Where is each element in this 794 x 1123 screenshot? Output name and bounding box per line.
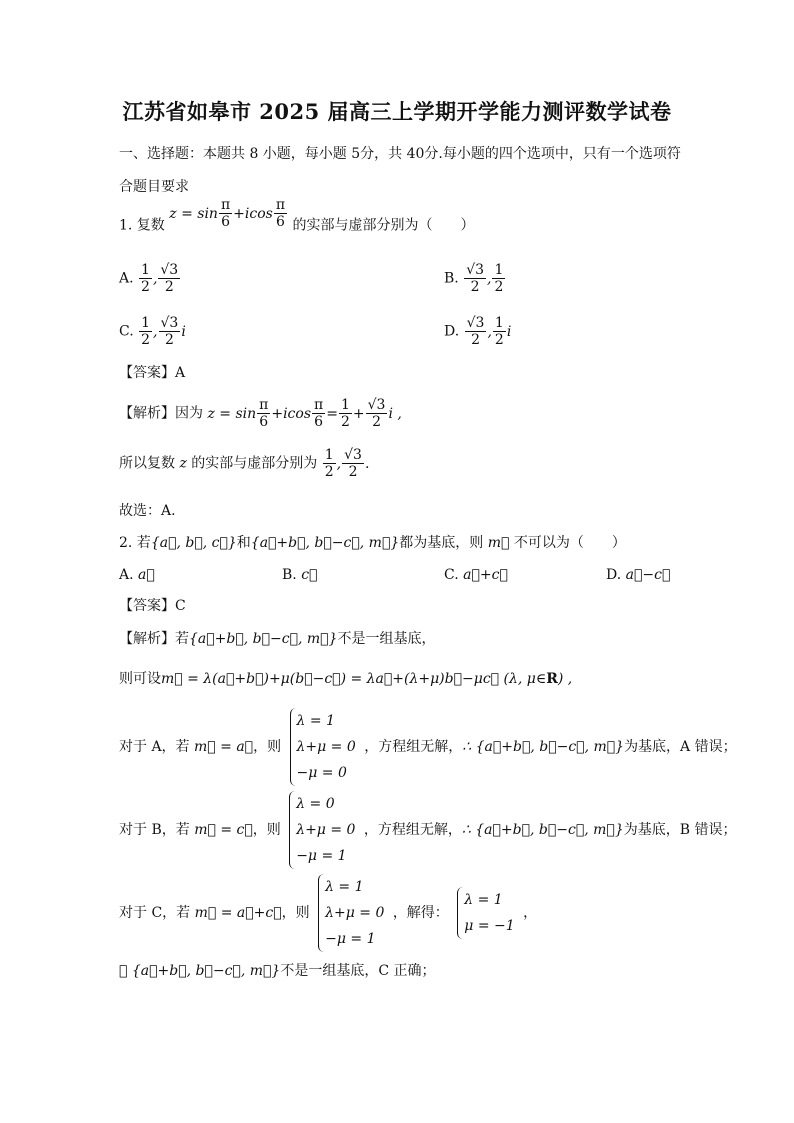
- q1-choose: 故选：A.: [119, 503, 176, 519]
- q2-case-b: 对于 B，若 m⃗ = c⃗，则 λ = 0 λ+μ = 0 −μ = 1 ，方程组无解，∴ {a⃗+b⃗, b⃗−c⃗, m⃗}为基底，B 错误；: [119, 791, 736, 869]
- q1-stem: [119, 197, 475, 242]
- q2-option-a: A. a⃗: [119, 567, 155, 583]
- section-heading-line2: 合题目要求: [119, 179, 189, 195]
- q2-option-d: D. a⃗−c⃗: [606, 567, 671, 583]
- q1-option-a: A. $\frac{1}{2}$ , $\frac{√3}{2}$: [119, 262, 179, 295]
- q2-case-a: 对于 A，若 m⃗ = a⃗，则 λ = 1 λ+μ = 0 −μ = 0 ，方程组无解，∴ {a⃗+b⃗, b⃗−c⃗, m⃗}为基底，A 错误；: [119, 708, 737, 786]
- q1-option-c: C. $\frac{1}{2}$ , $\frac{√3}{2}$ i: [119, 315, 186, 348]
- q1-prefix: 1. 复数: [119, 217, 165, 234]
- q1-suffix: 的实部与虚部分别为（ ）: [292, 217, 475, 234]
- q2-explanation-1: 【解析】若{a⃗+b⃗, b⃗−c⃗, m⃗}不是一组基底，: [119, 631, 436, 647]
- q2-option-b: B. c⃗: [282, 567, 318, 583]
- page-title: 江苏省如皋市 2025 届高三上学期开学能力测评数学试卷: [122, 99, 672, 124]
- q1-option-d: D. $\frac{√3}{2}$ , $\frac{1}{2}$ i: [444, 315, 512, 348]
- q2-stem: 2. 若{a⃗, b⃗, c⃗}和{a⃗+b⃗, b⃗−c⃗, m⃗}都为基底，则 m⃗ 不可以为（ ）: [119, 535, 626, 551]
- q1-option-b: B. $\frac{√3}{2}$ , $\frac{1}{2}$: [444, 262, 504, 295]
- q1-explanation-1: 【解析】因为 z = sin $\frac{\pi}{6}$ +icos $\frac{\pi}{6}$ = $\frac{1}{2}$ + $\frac{√3}{2}$ i ,: [119, 397, 402, 430]
- q2-option-c: C. a⃗+c⃗: [444, 567, 508, 583]
- q2-answer: 【答案】C: [119, 598, 186, 614]
- q1-explanation-2: 所以复数 z 的实部与虚部分别为 $\frac{1}{2}$ , $\frac{√3}{2}$ .: [119, 447, 370, 480]
- q2-case-c: 对于 C，若 m⃗ = a⃗+c⃗，则 λ = 1 λ+μ = 0 −μ = 1 ，解得： λ = 1 μ = −1 ，: [119, 874, 537, 952]
- q1-answer: 【答案】A: [119, 365, 186, 381]
- section-heading-line1: 一、选择题：本题共 8 小题，每小题 5分，共 40分.每小题的四个选项中，只有一个选项符: [119, 146, 681, 162]
- q2-conclusion: ∴ {a⃗+b⃗, b⃗−c⃗, m⃗}不是一组基底，C 正确；: [119, 963, 436, 979]
- q1-expression: z = sin $\frac{\pi}{6}$ +icos $\frac{\pi}{6}$: [169, 197, 286, 230]
- q2-explanation-2: 则可设m⃗ = λ(a⃗+b⃗)+μ(b⃗−c⃗) = λa⃗+(λ+μ)b⃗−μc⃗ (λ, μ∈R) ,: [119, 671, 573, 687]
